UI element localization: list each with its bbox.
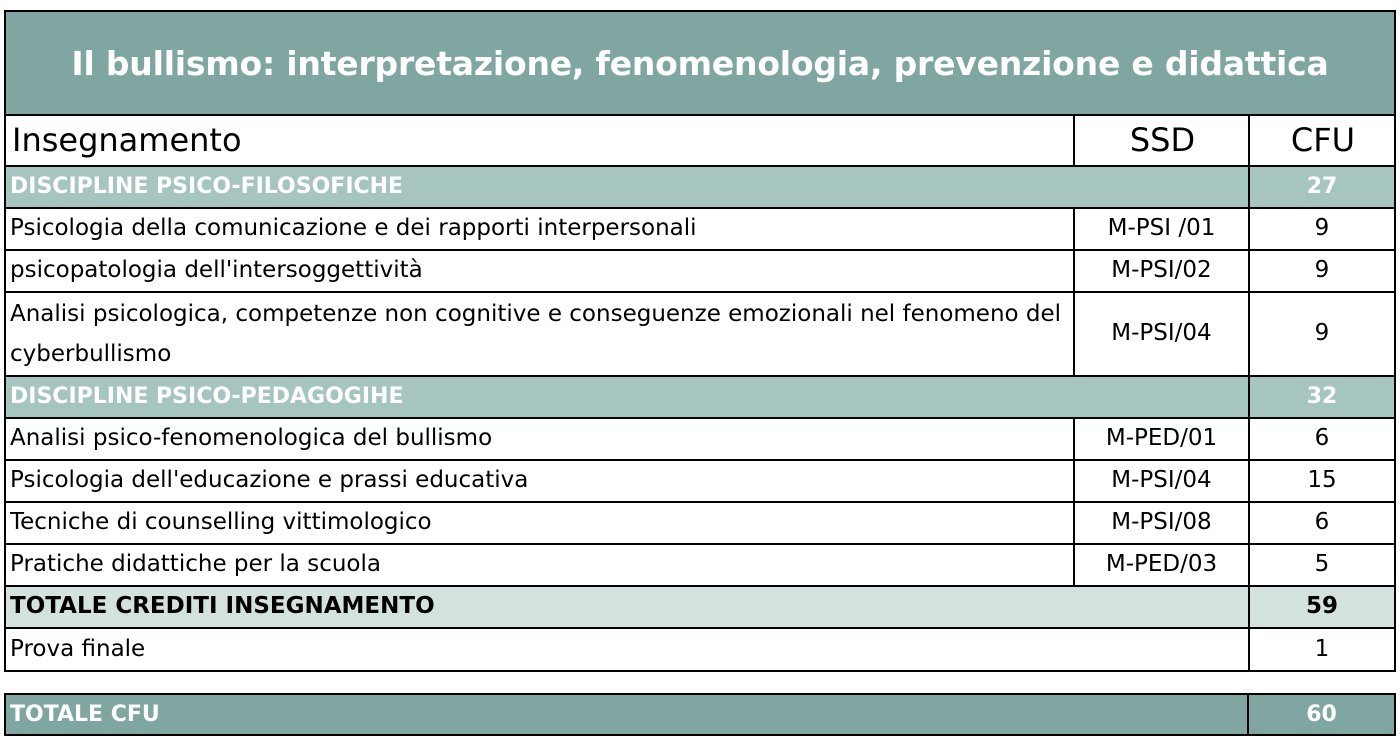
total-credits-label: TOTALE CREDITI INSEGNAMENTO: [6, 586, 1249, 628]
course-name: Pratiche didattiche per la scuola: [6, 544, 1074, 586]
table-row: [6, 418, 1394, 460]
course-ssd: M-PSI /01: [1074, 208, 1249, 250]
section-label: DISCIPLINE PSICO-PEDAGOGIHE: [6, 376, 1249, 418]
course-ssd: M-PSI/04: [1074, 460, 1249, 502]
course-cfu: 15: [1249, 460, 1394, 502]
course-ssd: M-PSI/08: [1074, 502, 1249, 544]
header-insegnamento: Insegnamento: [6, 116, 1074, 166]
section-cfu: 27: [1249, 166, 1394, 208]
course-ssd: M-PED/03: [1074, 544, 1249, 586]
table-row: [6, 250, 1394, 292]
table-row: [6, 292, 1394, 376]
course-name: [6, 292, 1074, 376]
course-ssd: M-PED/01: [1074, 418, 1249, 460]
total-cfu-bar: [4, 693, 1396, 736]
course-cfu: 9: [1249, 250, 1394, 292]
course-name: psicopatologia dell'intersoggettività: [6, 250, 1074, 292]
final-exam-row: [6, 628, 1394, 670]
curriculum-table: [6, 116, 1394, 670]
header-cfu: CFU: [1249, 116, 1394, 166]
table-row: [6, 460, 1394, 502]
course-cfu: 9: [1249, 292, 1394, 376]
table-row: [6, 502, 1394, 544]
section-row-psico-filosofiche: [6, 166, 1394, 208]
total-cfu-label: TOTALE CFU: [6, 695, 1249, 734]
total-cfu-value: 60: [1306, 702, 1337, 727]
page-title: Il bullismo: interpretazione, fenomenologia, prevenzione e didattica: [6, 12, 1394, 116]
table-row: [6, 208, 1394, 250]
course-name: Psicologia dell'educazione e prassi educativa: [6, 460, 1074, 502]
table-row: [6, 544, 1394, 586]
course-ssd: M-PSI/04: [1074, 292, 1249, 376]
section-row-psico-pedagogiche: [6, 376, 1394, 418]
course-cfu: 6: [1249, 502, 1394, 544]
total-credits-value: 59: [1249, 586, 1394, 628]
course-ssd: M-PSI/02: [1074, 250, 1249, 292]
table-header-row: [6, 116, 1394, 166]
final-exam-label: Prova finale: [6, 628, 1249, 670]
section-label: DISCIPLINE PSICO-FILOSOFICHE: [6, 166, 1249, 208]
course-name-text: Analisi psicologica, competenze non cognitive e conseguenze emozionali nel fenomeno del cyberbullismo: [10, 301, 1062, 367]
header-ssd: SSD: [1074, 116, 1249, 166]
course-name: Tecniche di counselling vittimologico: [6, 502, 1074, 544]
course-cfu: 9: [1249, 208, 1394, 250]
course-name: Psicologia della comunicazione e dei rapporti interpersonali: [6, 208, 1074, 250]
total-credits-row: [6, 586, 1394, 628]
final-exam-cfu: 1: [1249, 628, 1394, 670]
curriculum-table-frame: [4, 10, 1396, 672]
section-cfu: 32: [1249, 376, 1394, 418]
course-name: Analisi psico-fenomenologica del bullismo: [6, 418, 1074, 460]
course-cfu: 5: [1249, 544, 1394, 586]
course-cfu: 6: [1249, 418, 1394, 460]
